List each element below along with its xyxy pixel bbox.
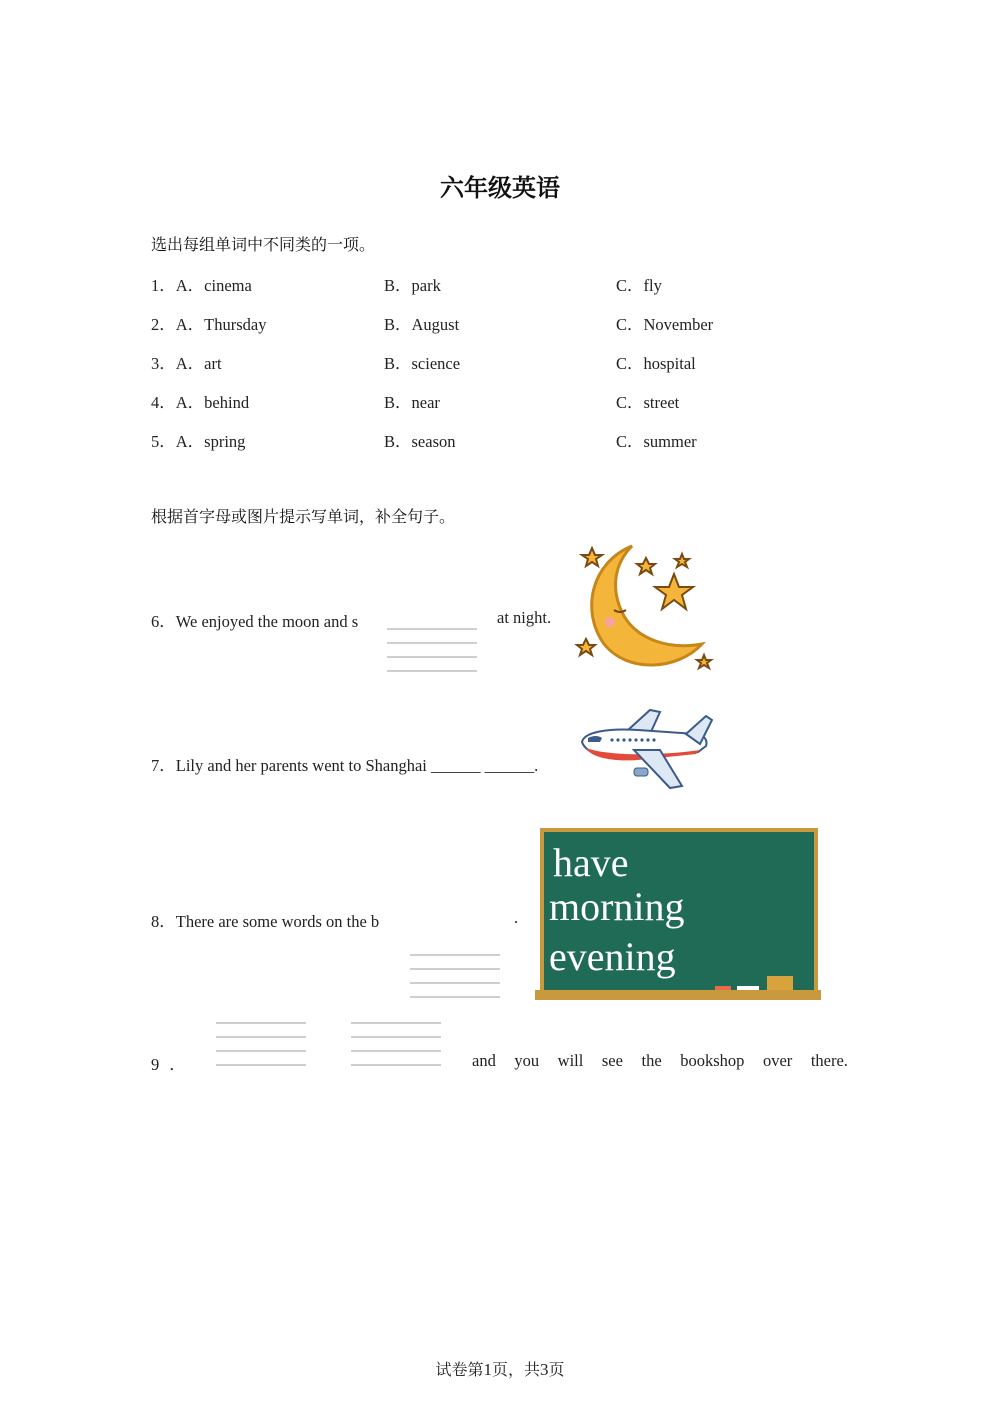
question-number: 5．A．spring [151,432,246,451]
question-6-text: 6．We enjoyed the moon and s [151,612,359,631]
question-7-text: 7．Lily and her parents went to Shanghai ______ ______. [151,756,539,775]
option-c: C．summer [616,432,697,451]
question-number: 1．A．cinema [151,276,252,295]
question-8-after: . [514,908,519,927]
section1-instruction: 选出每组单词中不同类的一项。 [151,235,376,254]
option-c: C．street [616,393,680,412]
answer-lines[interactable] [216,1022,306,1078]
blackboard-word: evening [549,934,676,979]
option-b: B．near [384,393,440,412]
option-b: B．park [384,276,441,295]
option-b: B．season [384,432,456,451]
option-c: C．hospital [616,354,696,373]
option-c: C．November [616,315,714,334]
answer-lines[interactable] [387,628,477,684]
blackboard-image [535,828,821,1000]
question-9-text: and you will see the bookshop over there. [472,1051,848,1070]
question-number: 4．A．behind [151,393,250,412]
airplane-image [578,706,713,794]
option-b: B．science [384,354,461,373]
question-8-text: 8．There are some words on the b [151,912,380,931]
page-title: 六年级英语 [440,174,560,202]
question-number: 2．A．Thursday [151,315,267,334]
option-b: B．August [384,315,460,334]
question-6-after: at night. [497,608,552,627]
question-number: 3．A．art [151,354,222,373]
moon-stars-image [574,540,719,675]
section2-instruction: 根据首字母或图片提示写单词，补全句子。 [151,507,456,526]
answer-lines[interactable] [410,954,500,1010]
answer-lines[interactable] [351,1022,441,1078]
page-footer: 试卷第1页，共3页 [435,1360,565,1379]
blackboard-word: morning [549,884,685,929]
blackboard-word: have [553,840,629,885]
question-9-number: 9 ． [151,1055,186,1074]
option-c: C．fly [616,276,662,295]
